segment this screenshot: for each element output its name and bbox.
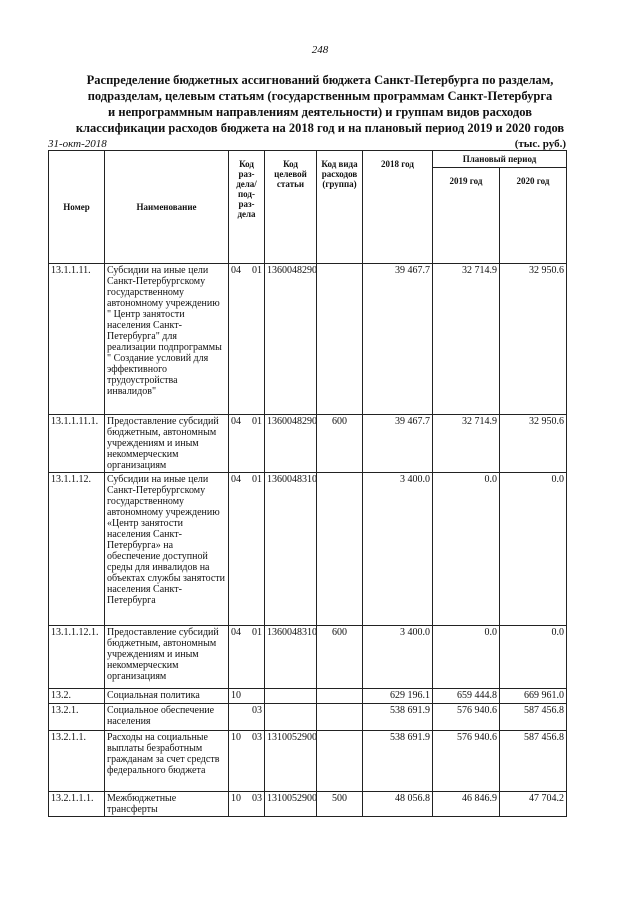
table-row xyxy=(49,704,567,731)
cell-target-code: 1360048310 xyxy=(265,626,317,689)
cell-expense-type xyxy=(317,731,363,792)
cell-2018: 3 400.0 xyxy=(363,473,433,626)
subsection-code: 01 xyxy=(252,416,262,427)
title-line: подразделам, целевым статьям (государственным программам Санкт-Петербурга xyxy=(87,89,553,103)
cell-name: Межбюджетные трансферты xyxy=(105,792,229,817)
header-section: Код раз-дела/ под-раз-дела xyxy=(229,151,265,264)
cell-name: Социальная политика xyxy=(105,689,229,704)
cell-2019: 32 714.9 xyxy=(433,264,500,415)
cell-target-code xyxy=(265,704,317,731)
cell-2019: 0.0 xyxy=(433,626,500,689)
cell-section-code xyxy=(229,689,265,704)
budget-table xyxy=(48,150,567,817)
cell-name: Предоставление субсидий бюджетным, автономным учреждениям и иным некоммерческим организациям xyxy=(105,415,229,473)
cell-target-code xyxy=(265,689,317,704)
document-date: 31-окт-2018 xyxy=(48,138,107,150)
cell-2018: 538 691.9 xyxy=(363,731,433,792)
cell-number: 13.2. xyxy=(49,689,105,704)
section-code: 10 xyxy=(231,732,241,743)
units-label: (тыс. руб.) xyxy=(514,138,566,150)
section-code: 04 xyxy=(231,627,241,638)
table-row xyxy=(49,264,567,415)
page-number: 248 xyxy=(311,44,329,56)
cell-name: Расходы на социальные выплаты безработным гражданам за счет средств федерального бюджета xyxy=(105,731,229,792)
table-row xyxy=(49,626,567,689)
header-2018: 2018 год xyxy=(363,151,433,264)
cell-2019: 0.0 xyxy=(433,473,500,626)
cell-target-code: 1360048290 xyxy=(265,264,317,415)
cell-expense-type xyxy=(317,264,363,415)
cell-2018: 538 691.9 xyxy=(363,704,433,731)
cell-2019: 32 714.9 xyxy=(433,415,500,473)
header-target: Код целевой статьи xyxy=(265,151,317,264)
section-code: 10 xyxy=(231,690,241,701)
cell-2018: 3 400.0 xyxy=(363,626,433,689)
cell-section-code xyxy=(229,415,265,473)
cell-2018: 629 196.1 xyxy=(363,689,433,704)
header-name: Наименование xyxy=(105,151,229,264)
cell-name: Субсидии на иные цели Санкт-Петербургскому государственному автономному учреждению «Центр занятости населения Санкт-Петербурга» на обеспечение доступной среды для инвалидов на объектах службы занятости населения Санкт-Петербурга xyxy=(105,473,229,626)
cell-2020: 587 456.8 xyxy=(500,731,567,792)
cell-expense-type xyxy=(317,704,363,731)
table-body xyxy=(49,264,567,817)
title-line: классификации расходов бюджета на 2018 год и на плановый период 2019 и 2020 годов xyxy=(75,121,565,135)
title-line: Распределение бюджетных ассигнований бюджета Санкт-Петербурга по разделам, xyxy=(86,73,554,87)
cell-section-code xyxy=(229,731,265,792)
table-row xyxy=(49,792,567,817)
header-2020: 2020 год xyxy=(500,168,567,264)
cell-target-code: 1310052900 xyxy=(265,792,317,817)
cell-section-code xyxy=(229,264,265,415)
header-number: Номер xyxy=(49,151,105,264)
section-code: 04 xyxy=(231,265,241,276)
cell-2020: 587 456.8 xyxy=(500,704,567,731)
subsection-code: 01 xyxy=(252,627,262,638)
cell-name: Социальное обеспечение населения xyxy=(105,704,229,731)
subsection-code: 03 xyxy=(252,793,262,804)
section-code: 04 xyxy=(231,416,241,427)
cell-2018: 39 467.7 xyxy=(363,415,433,473)
cell-target-code: 1310052900 xyxy=(265,731,317,792)
cell-number: 13.2.1.1.1. xyxy=(49,792,105,817)
cell-name: Субсидии на иные цели Санкт-Петербургскому государственному автономному учреждению " Центр занятости населения Санкт-Петербурга" для реализации подпрограммы " Создание условий для эффективного трудоустройства инвалидов" xyxy=(105,264,229,415)
subsection-code: 01 xyxy=(252,265,262,276)
cell-2020: 32 950.6 xyxy=(500,264,567,415)
cell-section-code xyxy=(229,626,265,689)
header-row xyxy=(49,151,567,168)
subsection-code: 01 xyxy=(252,474,262,485)
cell-target-code: 1360048290 xyxy=(265,415,317,473)
table-row xyxy=(49,473,567,626)
cell-2018: 48 056.8 xyxy=(363,792,433,817)
cell-2019: 576 940.6 xyxy=(433,704,500,731)
cell-2020: 32 950.6 xyxy=(500,415,567,473)
cell-section-code xyxy=(229,704,265,731)
cell-section-code xyxy=(229,473,265,626)
cell-2019: 576 940.6 xyxy=(433,731,500,792)
cell-target-code: 1360048310 xyxy=(265,473,317,626)
cell-section-code xyxy=(229,792,265,817)
section-code: 10 xyxy=(231,793,241,804)
cell-2019: 659 444.8 xyxy=(433,689,500,704)
cell-expense-type xyxy=(317,689,363,704)
cell-expense-type: 600 xyxy=(317,415,363,473)
cell-expense-type: 600 xyxy=(317,626,363,689)
subsection-code: 03 xyxy=(252,732,262,743)
cell-2020: 669 961.0 xyxy=(500,689,567,704)
cell-number: 13.1.1.12. xyxy=(49,473,105,626)
header-2019: 2019 год xyxy=(433,168,500,264)
cell-2018: 39 467.7 xyxy=(363,264,433,415)
table-row xyxy=(49,689,567,704)
document-title xyxy=(40,72,600,136)
cell-number: 13.2.1. xyxy=(49,704,105,731)
section-code: 04 xyxy=(231,474,241,485)
subsection-code: 03 xyxy=(252,705,262,716)
cell-number: 13.1.1.12.1. xyxy=(49,626,105,689)
title-line: и непрограммным направлениям деятельности) и группам видов расходов xyxy=(108,105,532,119)
cell-2019: 46 846.9 xyxy=(433,792,500,817)
cell-expense-type xyxy=(317,473,363,626)
cell-2020: 0.0 xyxy=(500,473,567,626)
cell-expense-type: 500 xyxy=(317,792,363,817)
cell-number: 13.1.1.11.1. xyxy=(49,415,105,473)
cell-name: Предоставление субсидий бюджетным, автономным учреждениям и иным некоммерческим организациям xyxy=(105,626,229,689)
table-row xyxy=(49,731,567,792)
cell-2020: 47 704.2 xyxy=(500,792,567,817)
header-expense-type: Код вида расходов (группа) xyxy=(317,151,363,264)
cell-number: 13.2.1.1. xyxy=(49,731,105,792)
header-planned-period: Плановый период xyxy=(433,151,567,168)
cell-2020: 0.0 xyxy=(500,626,567,689)
table-row xyxy=(49,415,567,473)
cell-number: 13.1.1.11. xyxy=(49,264,105,415)
